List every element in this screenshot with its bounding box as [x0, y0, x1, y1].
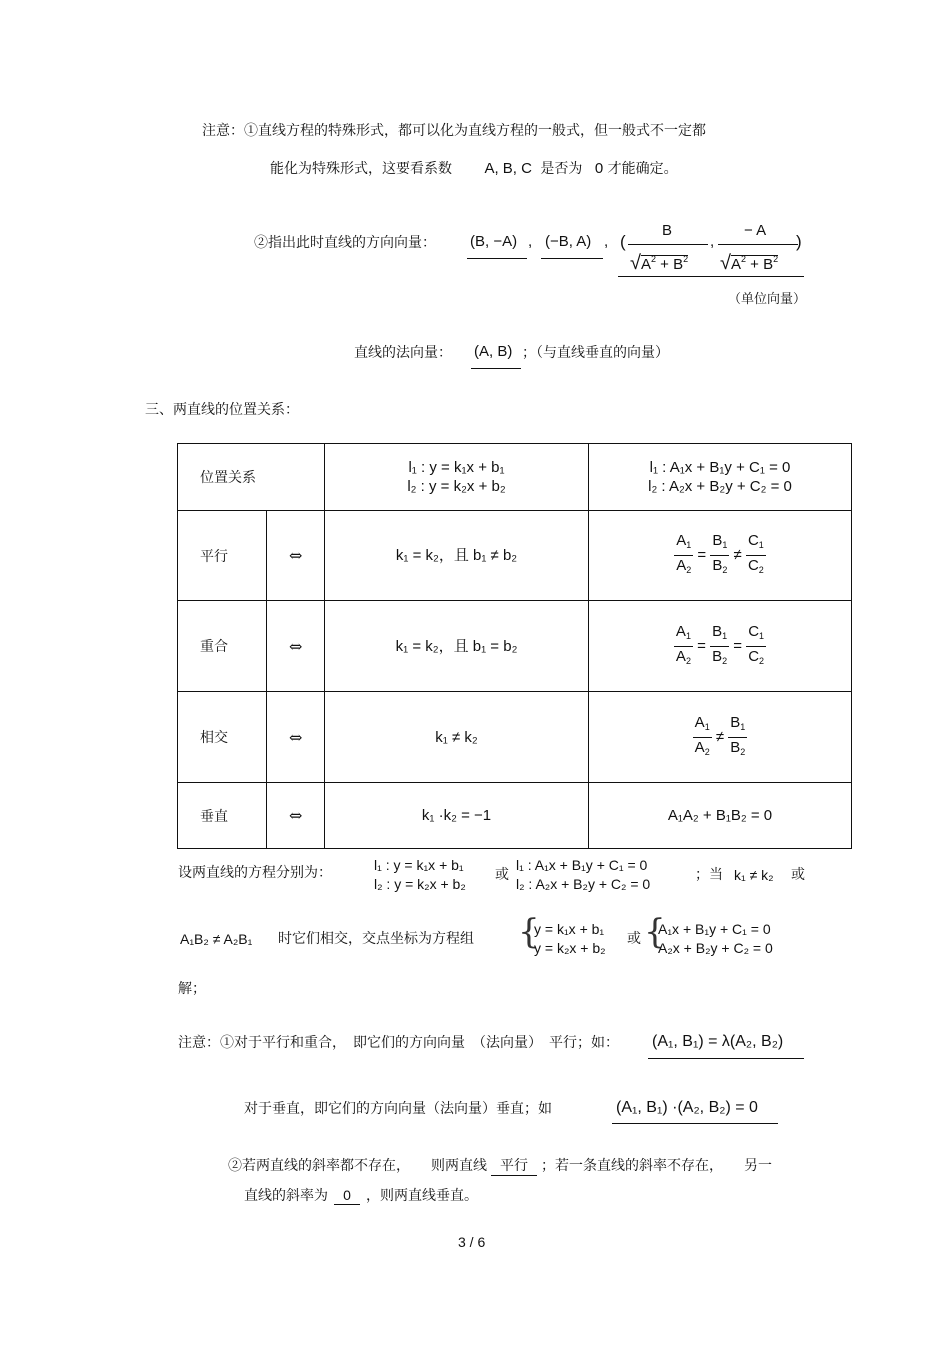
direction-vector-1: (B, −A) [470, 233, 518, 250]
unit-vector-close-paren: ) [796, 232, 802, 251]
slope-condition: k₁ = k₂，且 b₁ = b₂ [325, 601, 589, 692]
note1-line2-mid: 是否为 [540, 161, 583, 177]
underline-v1 [467, 258, 527, 259]
normal-note: ；（与直线垂直的向量） [522, 345, 669, 361]
note1-line2-text: 能化为特殊形式，这要看系数 [270, 161, 452, 177]
row-name: 平行 [178, 511, 267, 601]
table-row [178, 692, 852, 783]
setup-or-2: 或 [791, 867, 805, 883]
unit-num-1: B [662, 222, 673, 239]
general-condition-coincide: $\frac{A_1}{A_2}$ = $\frac{B_1}{B_2}$ = $\frac{C_1}{C_2}$ [589, 601, 852, 692]
unit-frac-bar-1 [628, 244, 708, 245]
table-row [178, 511, 852, 601]
note1-line2-end: 才能确定。 [607, 161, 678, 177]
setup-cond-1: k₁ ≠ k₂ [734, 867, 774, 883]
coeff-vars: A, B, C [484, 160, 532, 177]
header-slope-l2: l₂ : y = k₂x + b₂ [407, 478, 506, 495]
slope-condition: k₁ ·k₂ = −1 [325, 783, 589, 849]
table-row [178, 783, 852, 849]
header-slope-l1: l₁ : y = k₁x + b₁ [408, 459, 505, 476]
note2-line3-a: ②若两直线的斜率都不存在， 则两直线 [228, 1158, 487, 1174]
setup-or-1: 或 [495, 867, 509, 883]
setup-when: ；当 [695, 867, 723, 883]
underline-unit [618, 276, 804, 277]
header-position-label: 位置关系 [200, 470, 256, 486]
section-title: 三、两直线的位置关系： [145, 402, 299, 418]
header-position [178, 444, 325, 511]
unit-note: （单位向量） [728, 292, 807, 307]
direction-vector-2: (−B, A) [545, 233, 592, 250]
general-condition-intersect: $\frac{A_1}{A_2}$ ≠ $\frac{B_1}{B_2}$ [589, 692, 852, 783]
note2-line4-a: 直线的斜率为 [244, 1188, 328, 1204]
note2-line3-b: ；若一条直线的斜率不存在， 另一 [541, 1158, 772, 1174]
unit-num-2: − A [744, 222, 767, 239]
unit-den-2: $√A^2 + B^2$ [720, 252, 779, 274]
table-row [178, 601, 852, 692]
equivalence-icon: ⇔ [267, 511, 325, 601]
system-1-eq-2: y = k₂x + b₂ [534, 940, 606, 956]
system-2-eq-1: A₁x + B₁y + C₁ = 0 [658, 921, 771, 937]
note2-parallel-eq: (A₁, B₁) = λ(A₂, B₂) [652, 1033, 784, 1050]
equivalence-icon: ⇔ [267, 601, 325, 692]
setup-l2-slope: l₂ : y = k₂x + b₂ [374, 876, 466, 892]
setup-or-3: 或 [627, 931, 641, 947]
note2-line3 [228, 1157, 772, 1176]
note2-line1: 注意：①对于平行和重合， 即它们的方向向量 （法向量） 平行；如： [178, 1035, 619, 1051]
direction-sep-2: , [604, 233, 609, 250]
header-slope-form [325, 444, 589, 511]
note2-line4 [244, 1186, 478, 1205]
unit-vector-open-paren: ( [620, 232, 626, 251]
unit-frac-bar-2 [718, 244, 798, 245]
direction-label: ②指出此时直线的方向向量： [254, 235, 436, 251]
underline-parallel-eq [648, 1058, 804, 1059]
note1-line2 [270, 160, 678, 178]
general-condition: A₁A₂ + B₁B₂ = 0 [589, 783, 852, 849]
slope-condition: k₁ ≠ k₂ [325, 692, 589, 783]
normal-vector: (A, B) [474, 343, 513, 360]
brace-1: { [518, 912, 540, 952]
page-number: 3 / 6 [458, 1234, 486, 1250]
underline-perp-eq [612, 1123, 778, 1124]
table-header-row [178, 444, 852, 511]
setup-l1-gen: l₁ : A₁x + B₁y + C₁ = 0 [516, 857, 648, 873]
setup-label: 设两直线的方程分别为： [178, 865, 332, 881]
normal-label: 直线的法向量： [354, 345, 452, 361]
unit-comma: , [710, 233, 715, 250]
note2-perp-eq: (A₁, B₁) ·(A₂, B₂) = 0 [616, 1099, 758, 1116]
setup-l2-gen: l₂ : A₂x + B₂y + C₂ = 0 [516, 876, 651, 892]
underline-normal [471, 368, 521, 369]
equivalence-icon: ⇔ [267, 692, 325, 783]
system-1-eq-1: y = k₁x + b₁ [534, 921, 605, 937]
header-general-form [589, 444, 852, 511]
relation-table [177, 443, 852, 849]
slope-condition: k₁ = k₂，且 b₁ ≠ b₂ [325, 511, 589, 601]
setup-cond-2: A₁B₂ ≠ A₂B₁ [180, 931, 253, 947]
setup-intersect-text: 时它们相交，交点坐标为方程组 [278, 931, 474, 947]
setup-l1-slope: l₁ : y = k₁x + b₁ [374, 857, 464, 873]
header-gen-l1: l₁ : A₁x + B₁y + C₁ = 0 [649, 459, 791, 476]
zero-value: 0 [594, 160, 604, 177]
general-condition-parallel: $\frac{A_1}{A_2}$ = $\frac{B_1}{B_2}$ ≠ $\frac{C_1}{C_2}$ [589, 511, 852, 601]
fill-parallel: 平行 [491, 1157, 537, 1176]
underline-v2 [541, 258, 603, 259]
header-gen-l2: l₂ : A₂x + B₂y + C₂ = 0 [648, 478, 792, 495]
fill-zero: 0 [334, 1186, 360, 1205]
row-name: 垂直 [178, 783, 267, 849]
unit-den-1: $√A^2 + B^2$ [630, 252, 689, 274]
row-name: 重合 [178, 601, 267, 692]
equivalence-icon: ⇔ [267, 783, 325, 849]
note1-line1: 注意：①直线方程的特殊形式，都可以化为直线方程的一般式，但一般式不一定都 [202, 123, 706, 139]
brace-2: { [644, 912, 666, 952]
direction-sep-1: , [528, 233, 533, 250]
row-name: 相交 [178, 692, 267, 783]
note2-line2: 对于垂直，即它们的方向向量（法向量）垂直；如 [244, 1101, 552, 1117]
note2-line4-b: ，则两直线垂直。 [366, 1188, 478, 1204]
system-2-eq-2: A₂x + B₂y + C₂ = 0 [658, 940, 773, 956]
setup-solve: 解； [178, 981, 206, 997]
